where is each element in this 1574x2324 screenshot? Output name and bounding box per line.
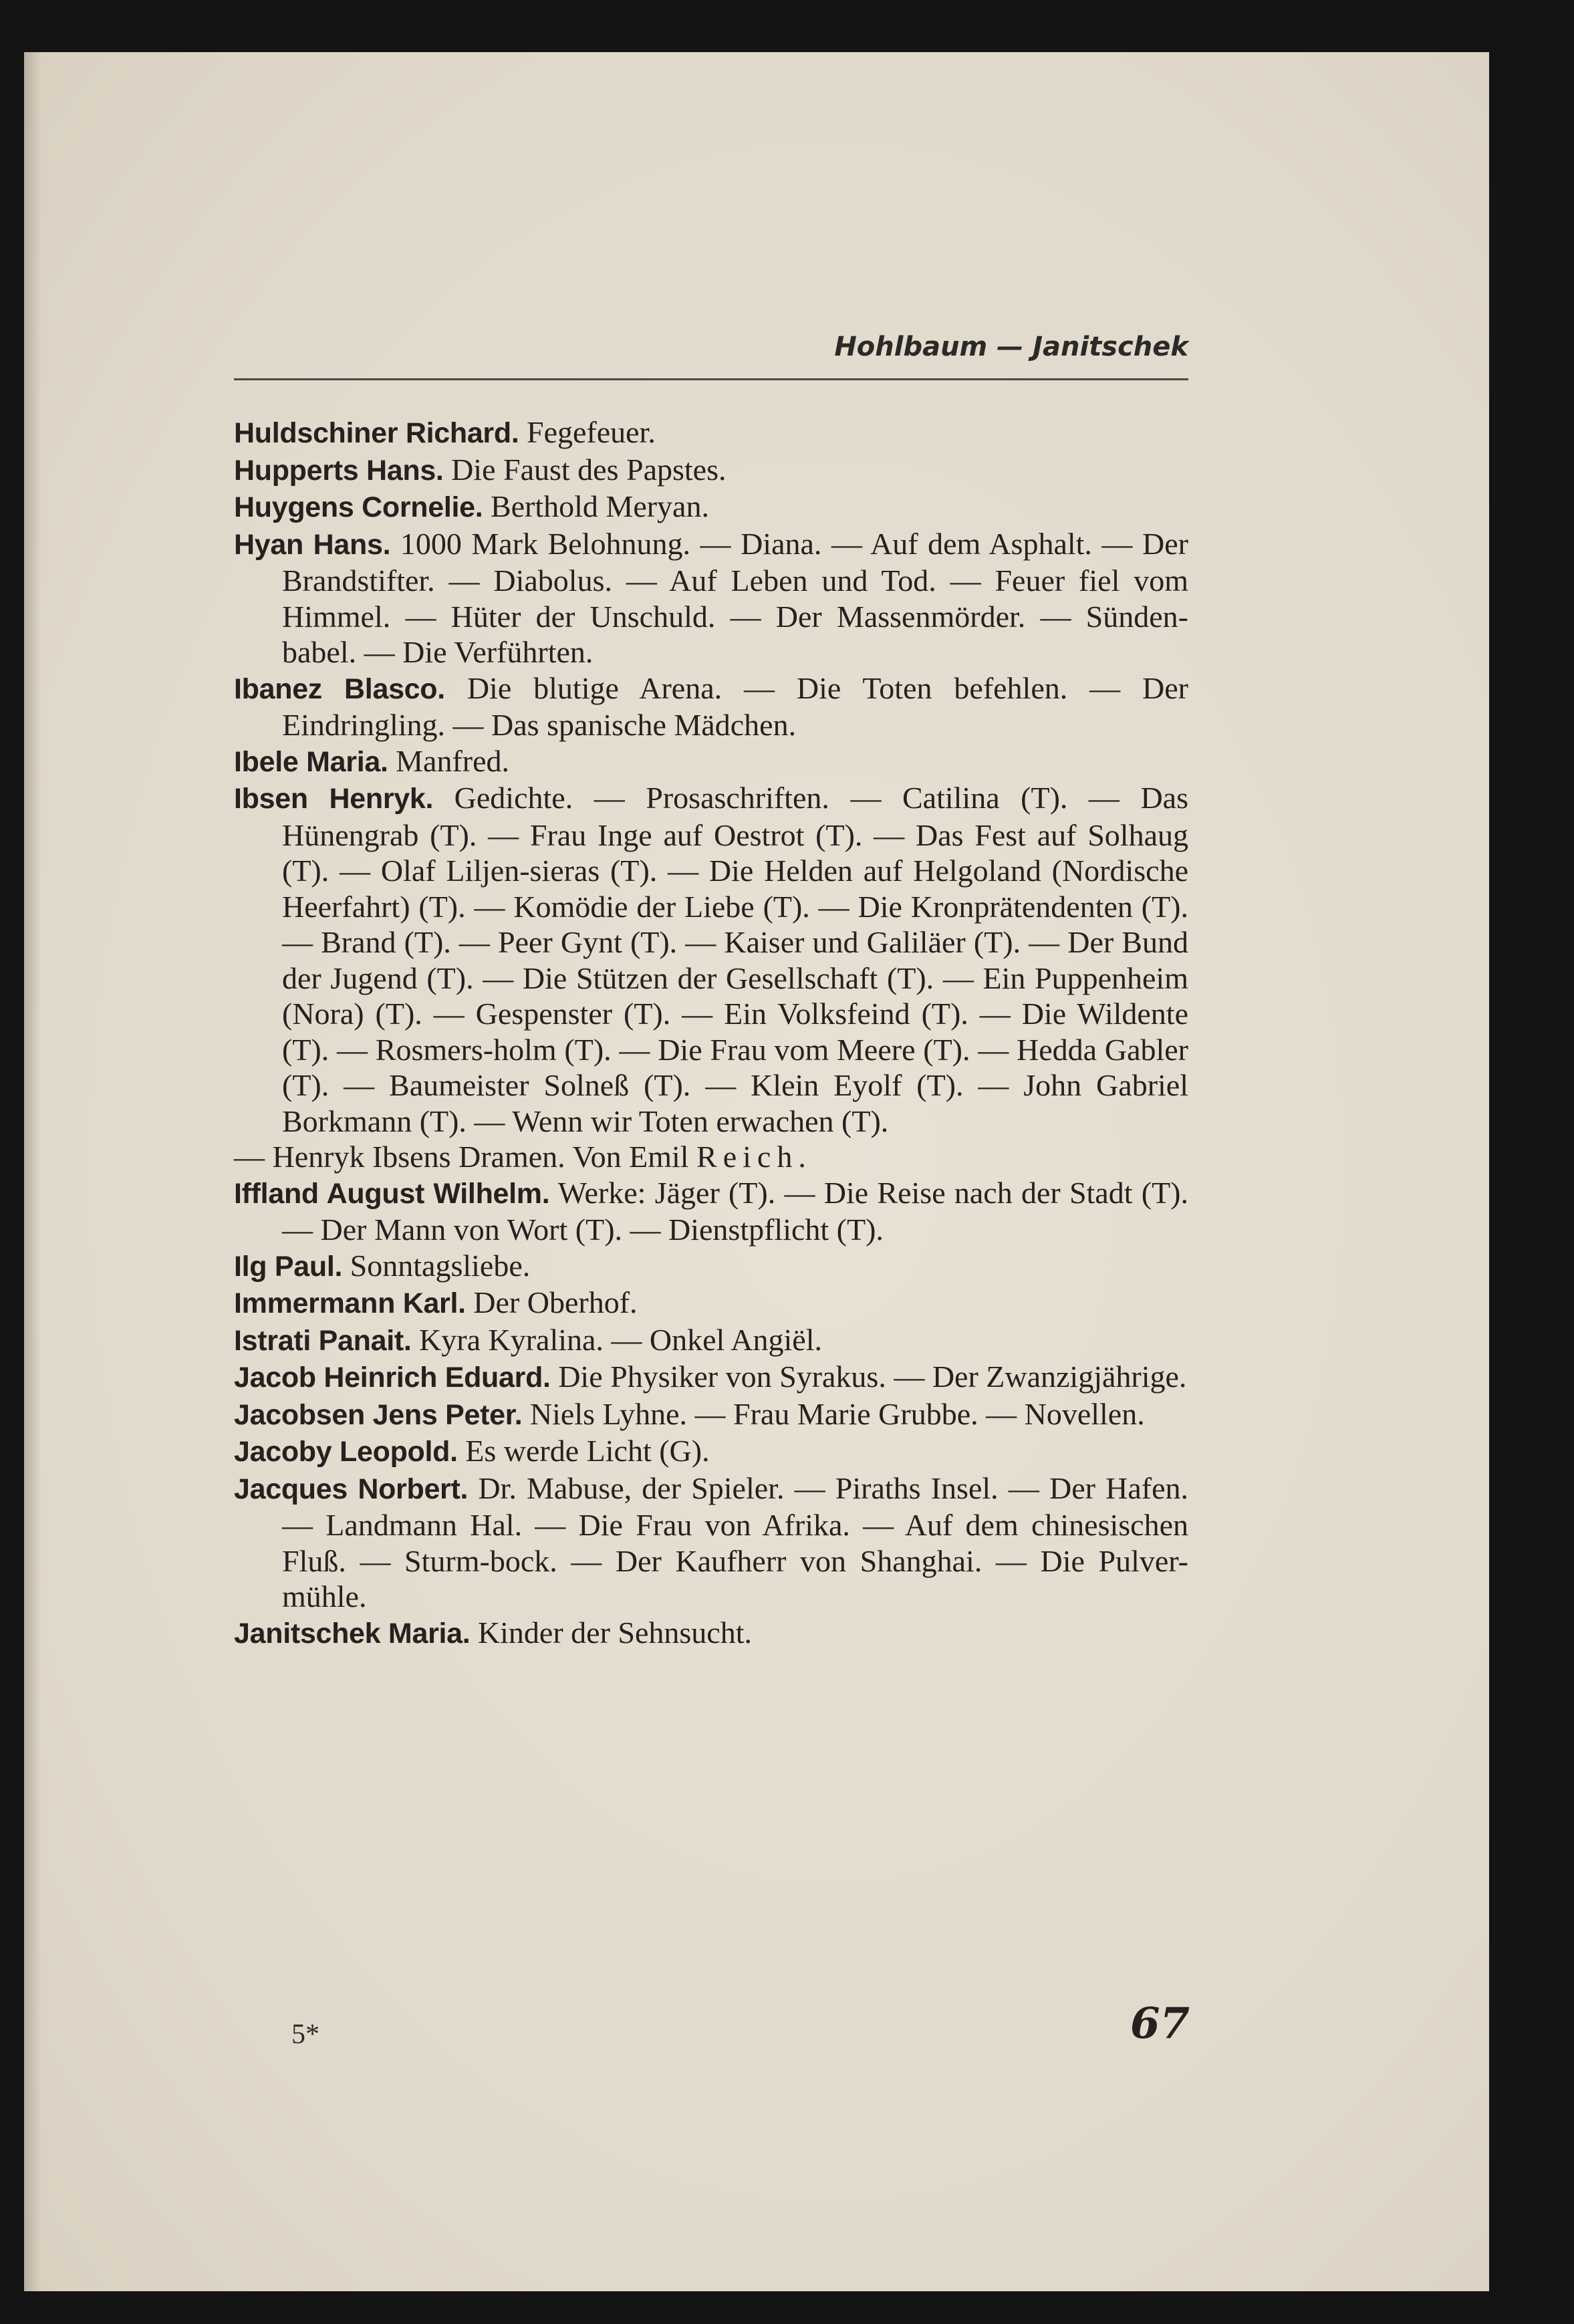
index-entry [234, 1248, 1188, 1285]
index-entry [234, 1615, 1188, 1652]
index-entry [234, 414, 1188, 452]
works-text: Gedichte. — Prosaschriften. — Catilina (T). — Das Hünengrab (T). — Frau Inge auf Oestrot (T). — Das Fest auf Solhaug (T). — Olaf Liljen-sieras (T). — Die Helden auf Helgoland (Nordische Heerfahrt) (T). — Komödie der Liebe (T). — Die Kronprätendenten (T). — Brand (T). — Peer Gynt (T). — Kaiser und Galiläer (T). — Der Bund der Jugend (T). — Die Stützen der Gesellschaft (T). — Ein Puppenheim (Nora) (T). — Gespenster (T). — Ein Volksfeind (T). — Die Wildente (T). — Rosmers-holm (T). — Die Frau vom Meere (T). — Hedda Gabler (T). — Baumeister Solneß (T). — Klein Eyolf (T). — John Gabriel Borkmann (T). — Wenn wir Toten erwachen (T). [282, 781, 1188, 1138]
page-header [234, 328, 1188, 380]
spaced-author-name: Reich [696, 1140, 799, 1174]
works-text: Manfred. [388, 743, 509, 778]
author-name: Immermann Karl. [234, 1287, 466, 1319]
index-entry [234, 1470, 1188, 1615]
author-name: Huygens Cornelie. [234, 491, 483, 523]
works-text: Kinder der Sehnsucht. [470, 1615, 752, 1650]
works-text: Niels Lyhne. — Frau Marie Grubbe. — Novellen. [522, 1396, 1145, 1431]
works-text: 1000 Mark Belohnung. — Diana. — Auf dem Asphalt. — Der Brandstifter. — Diabolus. — Auf Leben und Tod. — Feuer fiel vom Himmel. — Hüter der Unschuld. — Der Massenmörder. — Sünden-babel. — Die Verführten. [282, 526, 1189, 669]
index-entry [234, 489, 1188, 526]
works-text: Der Oberhof. [465, 1285, 638, 1319]
works-text-end: . [798, 1140, 806, 1174]
page-number: 67 [1130, 1998, 1190, 2049]
works-text: Sonntagsliebe. [342, 1248, 531, 1283]
works-text: Dr. Mabuse, der Spieler. — Piraths Insel. — Der Hafen. — Landmann Hal. — Die Frau von Afrika. — Auf dem chinesischen Fluß. — Sturm-bock. — Der Kaufherr von Shanghai. — Die Pulver-mühle. [282, 1470, 1188, 1613]
works-text: — Henryk Ibsens Dramen. Von Emil [234, 1140, 697, 1174]
signature-mark: 5* [291, 2019, 319, 2050]
author-index-list [234, 414, 1188, 1652]
index-entry [234, 1433, 1188, 1470]
author-name: Jacoby Leopold. [234, 1436, 458, 1468]
index-entry-reference [234, 1139, 1188, 1175]
index-entry [234, 780, 1188, 1139]
author-name: Istrati Panait. [234, 1324, 412, 1357]
works-text: Berthold Meryan. [483, 489, 709, 523]
index-entry [234, 526, 1188, 670]
works-text: Fegefeuer. [519, 415, 656, 449]
author-name: Ibele Maria. [234, 745, 388, 778]
index-entry [234, 1322, 1188, 1360]
index-entry [234, 452, 1188, 489]
author-name: Jacob Heinrich Eduard. [234, 1362, 551, 1394]
index-entry [234, 1396, 1188, 1434]
author-name: Iffland August Wilhelm. [234, 1177, 550, 1210]
author-name: Janitschek Maria. [234, 1617, 471, 1650]
works-text: Werke: Jäger (T). — Die Reise nach der Stadt (T). — Der Mann von Wort (T). — Dienstpflicht (T). [282, 1175, 1188, 1247]
index-entry [234, 1175, 1188, 1248]
index-entry [234, 1359, 1188, 1396]
author-name: Ibanez Blasco. [234, 672, 445, 705]
author-name: Ilg Paul. [234, 1250, 343, 1283]
index-entry [234, 1285, 1188, 1322]
author-name: Jacques Norbert. [234, 1472, 469, 1505]
author-name: Jacobsen Jens Peter. [234, 1398, 523, 1431]
author-name: Huldschiner Richard. [234, 417, 519, 449]
works-text: Die Faust des Papstes. [443, 452, 727, 487]
works-text: Die Physiker von Syrakus. — Der Zwanzigjährige. [550, 1360, 1187, 1394]
index-entry [234, 743, 1188, 781]
author-name: Hupperts Hans. [234, 454, 444, 487]
works-text: Die blutige Arena. — Die Toten befehlen. — Der Eindringling. — Das spanische Mädchen. [282, 670, 1189, 742]
works-text: Es werde Licht (G). [457, 1434, 710, 1468]
index-entry [234, 670, 1188, 743]
author-name: Hyan Hans. [234, 528, 391, 561]
author-name: Ibsen Henryk. [234, 783, 434, 815]
running-head: Hohlbaum — Janitschek [834, 332, 1188, 362]
works-text: Kyra Kyralina. — Onkel Angiël. [411, 1322, 822, 1357]
page-gutter-shadow [24, 52, 41, 2291]
